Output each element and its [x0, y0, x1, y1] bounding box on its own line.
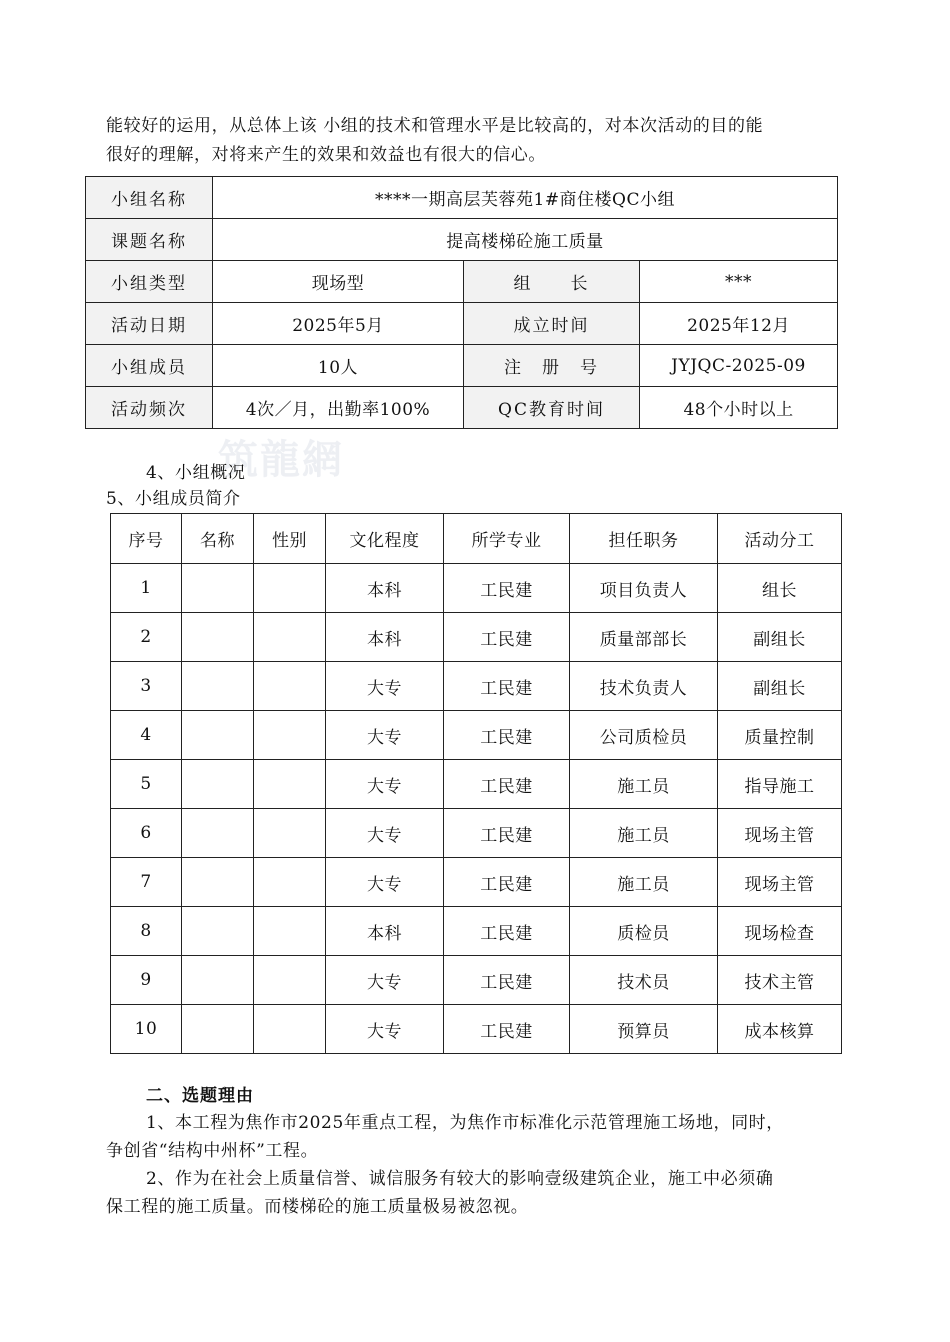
section-4-heading: 4、小组概况 — [146, 463, 246, 483]
edu-label: QC教育时间 — [464, 387, 640, 429]
member-cell: 成本核算 — [718, 1005, 842, 1054]
member-cell: 工民建 — [444, 1005, 570, 1054]
reg-value: JYJQC-2025-09 — [640, 345, 838, 387]
member-cell: 现场检查 — [718, 907, 842, 956]
activity-date-value: 2025年5月 — [213, 303, 464, 345]
member-cell: 大专 — [326, 1005, 444, 1054]
member-cell — [254, 858, 326, 907]
member-cell: 质检员 — [570, 907, 718, 956]
member-header-cell: 所学专业 — [444, 514, 570, 564]
member-cell: 副组长 — [718, 662, 842, 711]
section-2-heading: 二、选题理由 — [146, 1086, 254, 1106]
member-cell: 现场主管 — [718, 809, 842, 858]
type-label: 小组类型 — [86, 261, 213, 303]
edu-value: 48个小时以上 — [640, 387, 838, 429]
member-cell: 工民建 — [444, 907, 570, 956]
member-cell — [182, 711, 254, 760]
frequency-value: 4次／月，出勤率100% — [213, 387, 464, 429]
member-header-cell: 序号 — [111, 514, 182, 564]
member-cell: 指导施工 — [718, 760, 842, 809]
type-value: 现场型 — [213, 261, 464, 303]
member-cell: 大专 — [326, 858, 444, 907]
table-row — [111, 613, 842, 662]
member-cell — [182, 907, 254, 956]
frequency-label: 活动频次 — [86, 387, 213, 429]
member-cell: 1 — [111, 564, 182, 613]
member-cell — [182, 760, 254, 809]
intro-line-1: 能较好的运用，从总体上该 小组的技术和管理水平是比较高的，对本次活动的目的能 — [106, 116, 764, 136]
member-cell: 副组长 — [718, 613, 842, 662]
member-cell: 施工员 — [570, 760, 718, 809]
member-cell: 大专 — [326, 711, 444, 760]
group-info-table — [85, 176, 838, 429]
member-cell: 预算员 — [570, 1005, 718, 1054]
member-cell: 大专 — [326, 809, 444, 858]
member-cell: 现场主管 — [718, 858, 842, 907]
table-row — [111, 662, 842, 711]
member-cell: 工民建 — [444, 760, 570, 809]
reason-1-line-2: 争创省“结构中州杯”工程。 — [106, 1141, 319, 1161]
member-cell: 工民建 — [444, 564, 570, 613]
member-cell: 施工员 — [570, 858, 718, 907]
member-cell: 质量部部长 — [570, 613, 718, 662]
info-row-topic — [86, 219, 838, 261]
reason-1-line-1: 1、本工程为焦作市2025年重点工程，为焦作市标准化示范管理施工场地，同时， — [146, 1113, 784, 1133]
member-cell: 工民建 — [444, 711, 570, 760]
group-name-value: ****一期高层芙蓉苑1#商住楼QC小组 — [213, 177, 838, 219]
member-cell: 10 — [111, 1005, 182, 1054]
members-label: 小组成员 — [86, 345, 213, 387]
table-row — [111, 1005, 842, 1054]
member-cell: 公司质检员 — [570, 711, 718, 760]
member-cell — [182, 1005, 254, 1054]
section-5-heading: 5、小组成员简介 — [106, 489, 241, 509]
member-cell: 4 — [111, 711, 182, 760]
watermark: 筑龍網 — [218, 436, 344, 483]
member-cell: 2 — [111, 613, 182, 662]
member-cell — [254, 809, 326, 858]
member-table-header-row — [111, 514, 842, 564]
topic-value: 提高楼梯砼施工质量 — [213, 219, 838, 261]
table-row — [111, 809, 842, 858]
member-cell: 6 — [111, 809, 182, 858]
member-header-cell: 担任职务 — [570, 514, 718, 564]
member-cell — [254, 760, 326, 809]
member-cell — [254, 956, 326, 1005]
member-cell — [254, 907, 326, 956]
member-cell — [182, 858, 254, 907]
table-row — [111, 907, 842, 956]
member-cell: 7 — [111, 858, 182, 907]
member-cell: 工民建 — [444, 662, 570, 711]
member-cell — [182, 662, 254, 711]
member-cell: 质量控制 — [718, 711, 842, 760]
table-row — [111, 564, 842, 613]
member-header-cell: 活动分工 — [718, 514, 842, 564]
leader-label: 组 长 — [464, 261, 640, 303]
intro-line-2: 很好的理解，对将来产生的效果和效益也有很大的信心。 — [106, 145, 546, 165]
info-row-dates — [86, 303, 838, 345]
founded-value: 2025年12月 — [640, 303, 838, 345]
group-name-label: 小组名称 — [86, 177, 213, 219]
leader-value: *** — [640, 261, 838, 303]
member-cell: 技术员 — [570, 956, 718, 1005]
member-cell: 技术负责人 — [570, 662, 718, 711]
member-cell: 工民建 — [444, 956, 570, 1005]
topic-label: 课题名称 — [86, 219, 213, 261]
member-cell: 本科 — [326, 564, 444, 613]
member-cell — [254, 564, 326, 613]
reg-label: 注 册 号 — [464, 345, 640, 387]
table-row — [111, 858, 842, 907]
member-cell: 组长 — [718, 564, 842, 613]
founded-label: 成立时间 — [464, 303, 640, 345]
member-cell: 9 — [111, 956, 182, 1005]
activity-date-label: 活动日期 — [86, 303, 213, 345]
member-cell: 大专 — [326, 760, 444, 809]
member-header-cell: 文化程度 — [326, 514, 444, 564]
table-row — [111, 760, 842, 809]
member-cell: 大专 — [326, 662, 444, 711]
member-cell: 3 — [111, 662, 182, 711]
member-cell: 工民建 — [444, 858, 570, 907]
reason-2-line-2: 保工程的施工质量。而楼梯砼的施工质量极易被忽视。 — [106, 1197, 529, 1217]
reason-2-line-1: 2、作为在社会上质量信誉、诚信服务有较大的影响壹级建筑企业，施工中必须确 — [146, 1169, 774, 1189]
info-row-group-name — [86, 177, 838, 219]
members-value: 10人 — [213, 345, 464, 387]
info-row-members — [86, 345, 838, 387]
member-cell: 项目负责人 — [570, 564, 718, 613]
member-table — [110, 513, 842, 1054]
member-cell: 工民建 — [444, 613, 570, 662]
member-cell: 本科 — [326, 613, 444, 662]
table-row — [111, 711, 842, 760]
member-cell — [254, 613, 326, 662]
member-cell — [182, 613, 254, 662]
member-header-cell: 名称 — [182, 514, 254, 564]
member-cell: 本科 — [326, 907, 444, 956]
member-cell — [254, 662, 326, 711]
member-cell: 技术主管 — [718, 956, 842, 1005]
info-row-type — [86, 261, 838, 303]
member-cell — [182, 564, 254, 613]
member-cell — [254, 711, 326, 760]
table-row — [111, 956, 842, 1005]
member-cell — [182, 809, 254, 858]
member-cell — [254, 1005, 326, 1054]
member-cell: 8 — [111, 907, 182, 956]
member-cell: 大专 — [326, 956, 444, 1005]
member-cell: 工民建 — [444, 809, 570, 858]
member-header-cell: 性别 — [254, 514, 326, 564]
member-cell: 施工员 — [570, 809, 718, 858]
info-row-frequency — [86, 387, 838, 429]
member-cell: 5 — [111, 760, 182, 809]
member-cell — [182, 956, 254, 1005]
